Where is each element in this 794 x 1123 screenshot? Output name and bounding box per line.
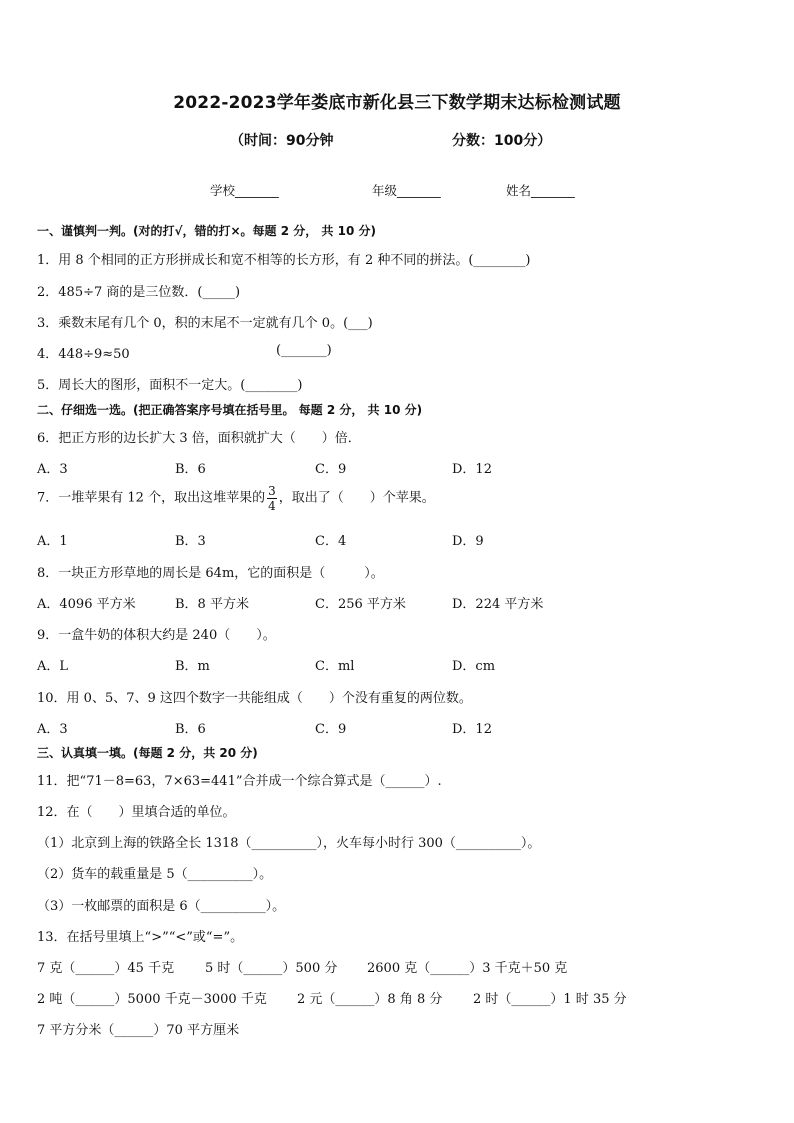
question-4: 4．448÷9≈50 (37, 347, 130, 362)
q9-option-c: C．ml (315, 659, 355, 674)
question-9: 9．一盒牛奶的体积大约是 240（ ）。 (37, 628, 276, 643)
question-4-blank: (_______) (276, 343, 332, 358)
q9-option-d: D．cm (452, 659, 496, 674)
exam-score: 分数：100分） (452, 133, 552, 149)
q13-item-5: 2 元（______）8 角 8 分 (297, 992, 443, 1007)
q8-option-b: B．8 平方米 (175, 597, 249, 612)
q8-option-c: C．256 平方米 (315, 597, 406, 612)
question-12-2: （2）货车的载重量是 5（__________）。 (37, 867, 273, 882)
question-7 (37, 484, 435, 513)
q13-item-1: 7 克（______）45 千克 (37, 961, 175, 976)
q7-option-c: C．4 (315, 534, 347, 549)
grade-field: 年级_______ (372, 183, 441, 198)
q7-option-a: A．1 (37, 534, 68, 549)
q7-option-d: D．9 (452, 534, 484, 549)
q13-item-7: 7 平方分米（______）70 平方厘米 (37, 1023, 240, 1038)
q7-numerator: 3 (268, 484, 276, 498)
section2-heading: 二、仔细选一选。(把正确答案序号填在括号里。 每题 2 分， 共 10 分) (37, 403, 423, 417)
q13-item-6: 2 时（______）1 时 35 分 (473, 992, 627, 1007)
question-8: 8．一块正方形草地的周长是 64m，它的面积是（ ）。 (37, 566, 384, 581)
question-6: 6．把正方形的边长扩大 3 倍，面积就扩大（ ）倍． (37, 431, 361, 446)
q10-option-a: A．3 (37, 722, 68, 737)
question-1: 1．用 8 个相同的正方形拼成长和宽不相等的长方形，有 2 种不同的拼法。(________) (37, 253, 531, 268)
q7-fraction (267, 484, 277, 513)
question-13: 13．在括号里填上“>”“<”或“=”。 (37, 930, 244, 945)
q10-option-c: C．9 (315, 722, 347, 737)
question-12: 12．在（ ）里填合适的单位。 (37, 805, 236, 820)
section1-heading: 一、谨慎判一判。(对的打√，错的打×。每题 2 分， 共 10 分) (37, 224, 376, 238)
page-title: 2022-2023学年娄底市新化县三下数学期末达标检测试题 (173, 93, 621, 113)
question-2: 2．485÷7 商的是三位数．(_____) (37, 285, 241, 300)
q6-option-b: B．6 (175, 462, 206, 477)
q7-text-before: 7．一堆苹果有 12 个，取出这堆苹果的 (37, 490, 266, 506)
question-12-1: （1）北京到上海的铁路全长 1318（__________），火车每小时行 300（__________）。 (37, 836, 541, 851)
q13-item-3: 2600 克（______）3 千克＋50 克 (367, 961, 568, 976)
question-11: 11．把“71－8=63，7×63=441”合并成一个综合算式是（______）. (37, 774, 442, 789)
q13-item-2: 5 时（______）500 分 (205, 961, 338, 976)
q9-option-b: B．m (175, 659, 210, 674)
q7-text-after: ，取出了（ ）个苹果。 (278, 490, 435, 506)
section3-heading: 三、认真填一填。(每题 2 分，共 20 分) (37, 746, 258, 760)
q6-option-d: D．12 (452, 462, 492, 477)
q9-option-a: A．L (37, 659, 69, 674)
question-3: 3．乘数末尾有几个 0，积的末尾不一定就有几个 0。(___) (37, 316, 373, 331)
q6-option-c: C．9 (315, 462, 347, 477)
question-12-3: （3）一枚邮票的面积是 6（__________）。 (37, 899, 286, 914)
q13-item-4: 2 吨（______）5000 千克－3000 千克 (37, 992, 267, 1007)
school-field: 学校_______ (210, 183, 279, 198)
q8-option-a: A．4096 平方米 (37, 597, 136, 612)
q10-option-d: D．12 (452, 722, 492, 737)
question-10: 10．用 0、5、7、9 这四个数字一共能组成（ ）个没有重复的两位数。 (37, 691, 472, 706)
q7-denominator: 4 (268, 499, 276, 513)
q10-option-b: B．6 (175, 722, 206, 737)
q8-option-d: D．224 平方米 (452, 597, 544, 612)
q6-option-a: A．3 (37, 462, 68, 477)
question-5: 5．周长大的图形，面积不一定大。(________) (37, 378, 303, 393)
exam-time: （时间：90分钟 (230, 133, 334, 149)
name-field: 姓名_______ (506, 183, 575, 198)
q7-option-b: B．3 (175, 534, 206, 549)
